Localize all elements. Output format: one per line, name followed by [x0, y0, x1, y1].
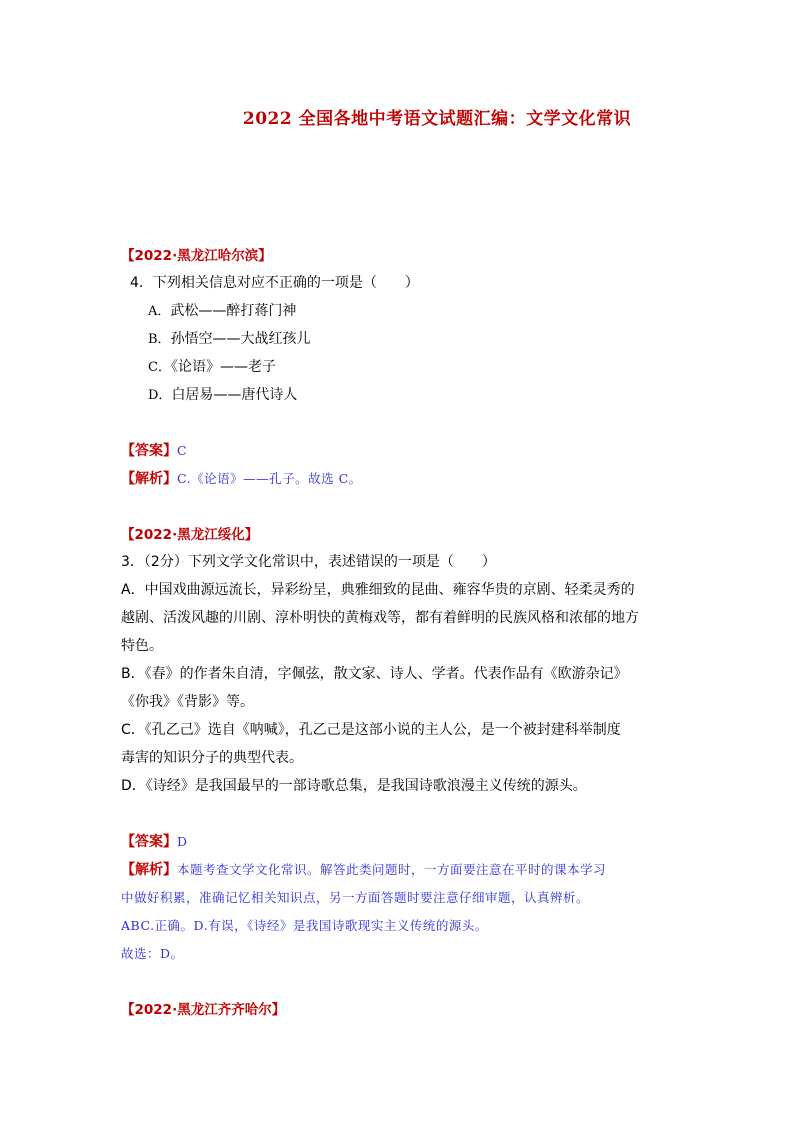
section-1-option-d [148, 385, 297, 406]
section-2-option-line: B．《春》的作者朱自清，字佩弦，散文家、诗人、学者。代表作品有《欧游杂记》 [121, 666, 628, 682]
section-2-option-line: 越剧、活泼风趣的川剧、淳朴明快的黄梅戏等，都有着鲜明的民族风格和浓郁的地方 [121, 610, 639, 626]
section-2-answer [121, 832, 188, 852]
answer-value: C [177, 443, 188, 458]
section-2-option-line: A．中国戏曲源远流长，异彩纷呈，典雅细致的昆曲、雍容华贵的京剧、轻柔灵秀的 [121, 582, 635, 598]
section-2-option-line: 《你我》《背影》等。 [121, 694, 254, 710]
option-letter: B． [148, 332, 171, 347]
option-letter: A． [148, 304, 171, 319]
section-1-analysis [121, 469, 362, 489]
analysis-tag: 【解析】 [121, 862, 177, 878]
section-2-option-line: C．《孔乙己》选自《呐喊》，孔乙己是这部小说的主人公，是一个被封建科举制度 [121, 722, 621, 738]
document-title: 2022 全国各地中考语文试题汇编：文学文化常识 [242, 109, 632, 129]
section-2-option-line: D．《诗经》是我国最早的一部诗歌总集，是我国诗歌浪漫主义传统的源头。 [121, 778, 587, 794]
section-2-analysis-line: 中做好积累，准确记忆相关知识点，另一方面答题时要注意仔细审题，认真辨析。 [121, 890, 590, 905]
answer-tag: 【答案】 [121, 834, 177, 850]
section-1-option-a [148, 301, 296, 322]
section-2-question: 3．（2分）下列文学文化常识中，表述错误的一项是（ ） [121, 554, 496, 570]
analysis-tag: 【解析】 [121, 471, 177, 487]
section-1-source: 【2022·黑龙江哈尔滨】 [121, 248, 272, 264]
section-2-analysis-line: 故选：D。 [121, 946, 184, 961]
analysis-text: 本题考查文学文化常识。解答此类问题时，一方面要注意在平时的课本学习 [177, 862, 607, 877]
option-letter: C． [148, 360, 171, 375]
answer-value: D [177, 834, 188, 849]
section-1-answer [121, 441, 187, 461]
section-2-option-line: 特色。 [121, 638, 163, 654]
section-2-analysis [121, 860, 606, 880]
option-text: 孙悟空——大战红孩儿 [170, 331, 311, 347]
option-text: 武松——醉打蒋门神 [170, 303, 297, 319]
section-3-source: 【2022·黑龙江齐齐哈尔】 [121, 1002, 286, 1018]
option-text: 白居易——唐代诗人 [171, 387, 298, 403]
section-2-analysis-line: ABC.正确。D.有误，《诗经》是我国诗歌现实主义传统的源头。 [121, 918, 488, 933]
section-1-option-c [148, 357, 276, 378]
section-1-option-b [148, 329, 311, 350]
analysis-text: C.《论语》——孔子。故选 C。 [177, 471, 362, 486]
section-2-option-line: 毒害的知识分子的典型代表。 [121, 750, 303, 766]
option-letter: D． [148, 388, 172, 403]
section-1-question: 4．下列相关信息对应不正确的一项是（ ） [130, 275, 419, 291]
answer-tag: 【答案】 [121, 443, 177, 459]
section-2-source: 【2022·黑龙江绥化】 [121, 527, 259, 543]
option-text: 《论语》——老子 [170, 359, 276, 375]
